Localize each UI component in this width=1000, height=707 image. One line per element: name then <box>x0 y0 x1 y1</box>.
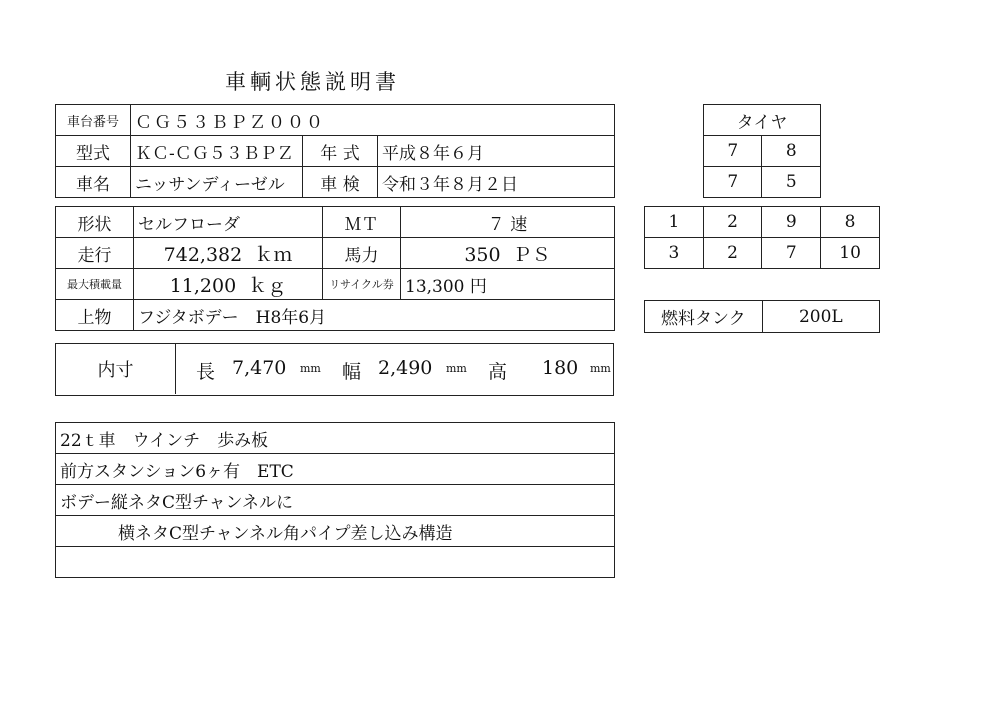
width-label: 幅 <box>342 361 362 383</box>
vehicle-info-table <box>55 104 615 198</box>
year-value: 平成８年６月 <box>378 136 615 167</box>
tire-tread-value: 2 <box>703 207 762 238</box>
body-label: 上物 <box>56 300 134 331</box>
load-unit: ｋｇ <box>248 274 287 297</box>
tire-tread-value: 10 <box>821 238 880 269</box>
body-value: フジタボデー H8年6月 <box>134 300 615 331</box>
tire-tread-value: 5 <box>762 167 821 198</box>
fuel-label: 燃料タンク <box>645 301 763 333</box>
tire-tread-value: 8 <box>762 136 821 167</box>
power-label: 馬力 <box>323 238 401 269</box>
mileage-label: 走行 <box>56 238 134 269</box>
length-label: 長 <box>196 361 216 383</box>
length-value: 7,470 <box>232 357 287 379</box>
note-line: 22ｔ車 ウインチ 歩み板 <box>56 423 615 454</box>
page-title: 車輌状態説明書 <box>225 70 400 94</box>
fuel-value: 200L <box>762 301 879 333</box>
mileage-unit: ｋｍ <box>254 243 293 266</box>
recycle-value: 13,300 円 <box>401 269 615 300</box>
notes-table <box>55 422 615 578</box>
power-value: 350 <box>464 243 501 266</box>
width-value: 2,490 <box>378 357 433 379</box>
note-line: 前方スタンション6ヶ有 ETC <box>56 454 615 485</box>
height-unit: mm <box>590 362 611 375</box>
specs-table <box>55 206 615 331</box>
dimensions-label: 内寸 <box>56 344 176 394</box>
tire-tread-value: 3 <box>645 238 704 269</box>
note-line: 横ネタC型チャンネル角パイプ差し込み構造 <box>56 516 615 547</box>
chassis-label: 車台番号 <box>56 105 131 136</box>
note-line <box>56 547 615 578</box>
inspection-label: 車 検 <box>303 167 378 198</box>
mileage-value: 742,382 <box>163 243 243 266</box>
year-label: 年 式 <box>303 136 378 167</box>
name-label: 車名 <box>56 167 131 198</box>
load-value: 11,200 <box>169 274 237 297</box>
note-line: ボデー縦ネタC型チャンネルに <box>56 485 615 516</box>
height-label: 高 <box>488 361 508 383</box>
length-unit: mm <box>300 362 321 375</box>
dimensions-box <box>55 343 614 396</box>
chassis-value: ＣＧ５３ＢＰＺ０００ <box>131 105 615 136</box>
model-label: 型式 <box>56 136 131 167</box>
load-label: 最大積載量 <box>56 269 134 300</box>
shape-value: セルフローダ <box>134 207 323 238</box>
power-unit: ＰＳ <box>512 243 551 266</box>
fuel-table <box>644 300 880 333</box>
shape-label: 形状 <box>56 207 134 238</box>
tire-tread-value: 9 <box>762 207 821 238</box>
width-unit: mm <box>446 362 467 375</box>
tire-tread-value: 7 <box>704 136 762 167</box>
height-value: 180 <box>542 357 579 379</box>
tire-tread-value: 1 <box>645 207 704 238</box>
tire-rear-table <box>644 206 880 269</box>
tire-front-table <box>703 104 821 198</box>
model-value: ＫＣ-ＣＧ５３ＢＰＺ <box>131 136 303 167</box>
tire-tread-value: 7 <box>704 167 762 198</box>
inspection-value: 令和３年８月２日 <box>378 167 615 198</box>
tire-tread-value: 8 <box>821 207 880 238</box>
mt-value: ７ 速 <box>401 207 615 238</box>
tire-label: タイヤ <box>704 105 821 136</box>
tire-tread-value: 2 <box>703 238 762 269</box>
recycle-label: リサイクル券 <box>323 269 401 300</box>
mt-label: ＭＴ <box>323 207 401 238</box>
tire-tread-value: 7 <box>762 238 821 269</box>
name-value: ニッサンディーゼル <box>131 167 303 198</box>
